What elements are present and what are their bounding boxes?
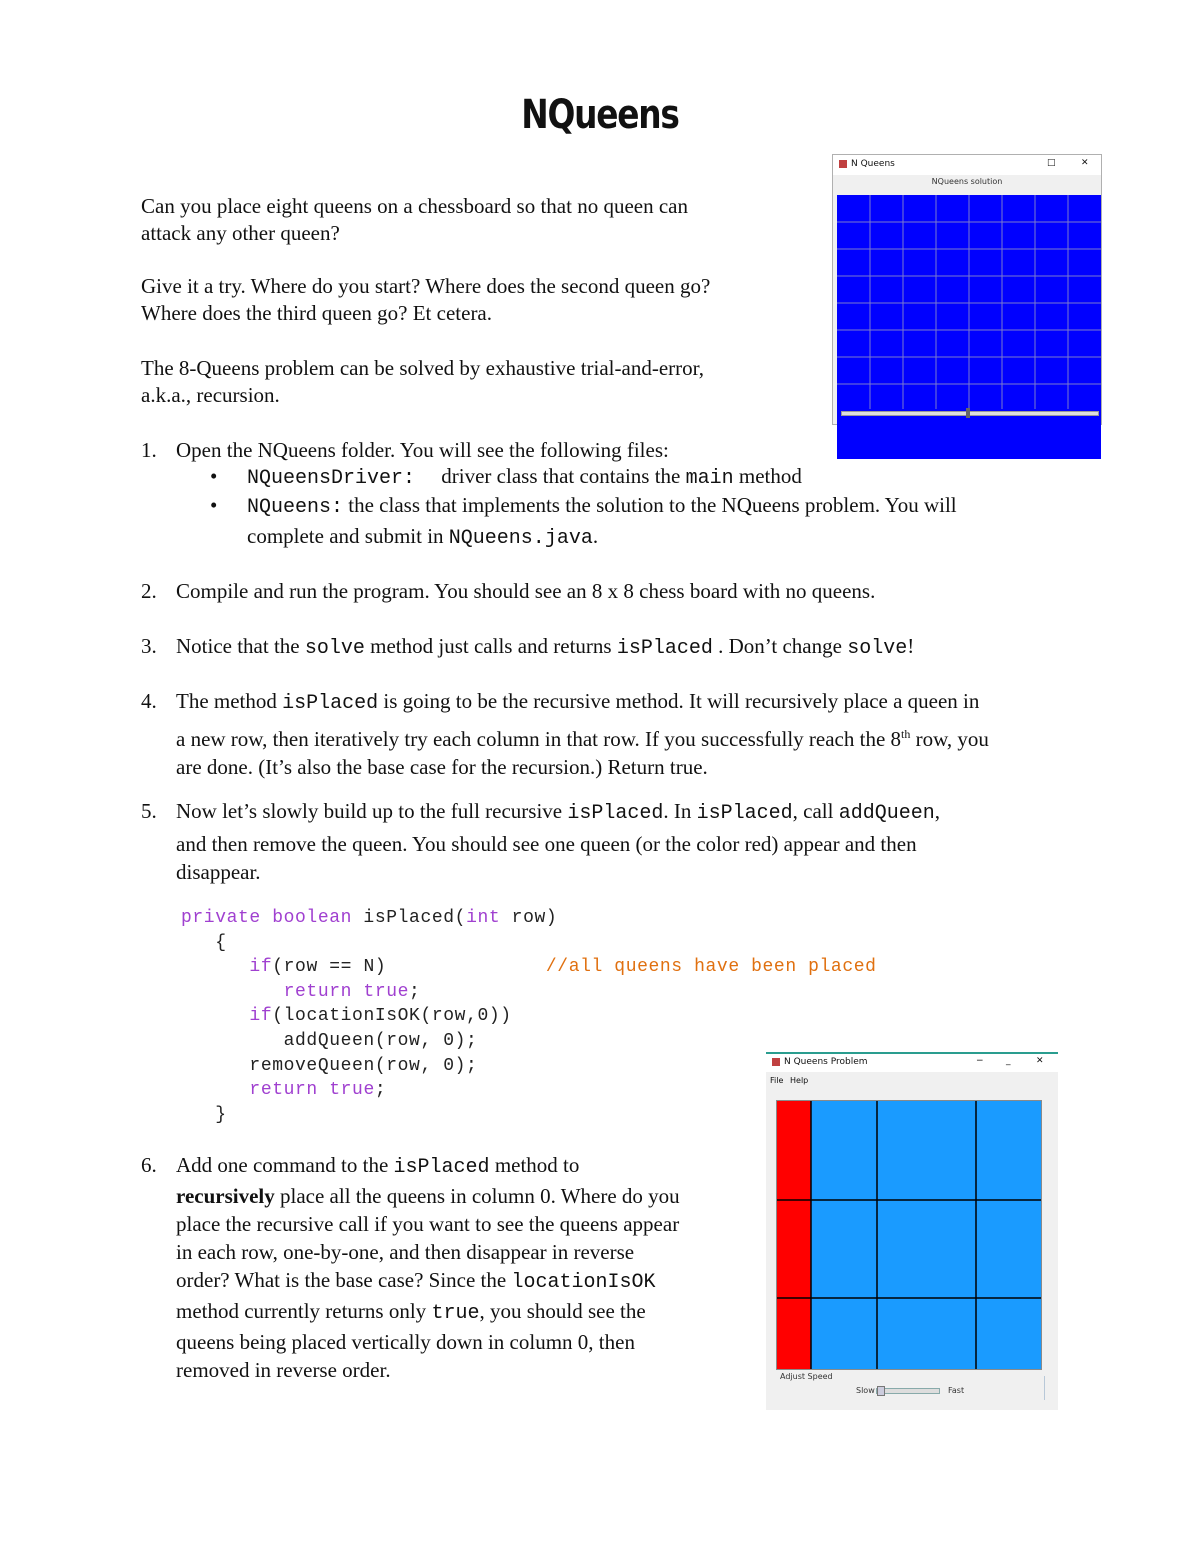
bullet-text: complete and submit in (247, 524, 444, 548)
speed-slider[interactable] (876, 1388, 940, 1394)
step-text: Add one command to the (176, 1153, 389, 1177)
bullet-dot: • (210, 493, 218, 517)
intro-line: Give it a try. Where do you start? Where does the second queen go? (141, 274, 711, 298)
step-text: removed in reverse order. (176, 1358, 391, 1382)
page-title: NQueens (521, 92, 679, 138)
bullet-text: . (592, 524, 599, 548)
bullet-text: driver class that contains the (441, 464, 681, 488)
step-text: Open the NQueens folder. You will see the following files: (176, 438, 669, 462)
step-text: place all the queens in column 0. Where do you (274, 1184, 680, 1208)
nqueens-window-screenshot (832, 154, 1102, 425)
intro-line: Where does the third queen go? Et cetera. (141, 301, 493, 325)
code-term: addQueen (838, 802, 935, 825)
code-keyword: return true (283, 981, 410, 1002)
step-number: 1. (141, 438, 157, 462)
chess-board (776, 1100, 1042, 1370)
code-text: addQueen(row, 0); (283, 1030, 478, 1051)
app-icon (772, 1058, 780, 1066)
close-icon[interactable]: ✕ (1036, 1056, 1044, 1066)
fast-label: Fast (948, 1386, 965, 1395)
step-text: Compile and run the program. You should see an 8 x 8 chess board with no queens. (176, 579, 876, 603)
step-text: is going to be the recursive method. It will recursively place a queen in (383, 689, 980, 713)
file-name: NQueensDriver: (247, 467, 416, 490)
code-text: removeQueen(row, 0); (249, 1055, 478, 1076)
step-text: . In (663, 799, 692, 823)
window-title: N Queens (851, 159, 895, 169)
step-number: 6. (141, 1153, 157, 1177)
speed-slider[interactable] (841, 411, 1099, 416)
intro-line: The 8-Queens problem can be solved by exhaustive trial-and-error, (141, 356, 705, 380)
window-title: N Queens Problem (784, 1057, 868, 1067)
bold-term: recursively (176, 1184, 275, 1208)
step-number: 5. (141, 799, 157, 823)
code-text: row) (500, 908, 558, 928)
code-term: isPlaced (696, 802, 793, 825)
menu-help[interactable]: Help (790, 1076, 809, 1085)
step-text: method to (494, 1153, 580, 1177)
step-text: , you should see the (479, 1299, 646, 1323)
board-grid (777, 1101, 1041, 1369)
file-name: NQueens.java (448, 527, 593, 550)
intro-paragraph-3 (141, 355, 704, 409)
panel-title: NQueens solution (931, 177, 1003, 186)
step-text: Notice that the (176, 634, 300, 658)
code-term: true (431, 1302, 480, 1325)
step-text: , (934, 799, 940, 823)
queen-column (777, 1101, 811, 1369)
maximize-icon[interactable]: _ (1006, 1056, 1011, 1066)
code-keyword: int (466, 908, 501, 928)
step-text: disappear. (176, 860, 261, 884)
slider-thumb[interactable] (877, 1386, 885, 1396)
window-titlebar (833, 155, 1101, 175)
code-comment: //all queens have been placed (545, 957, 877, 978)
step-number: 2. (141, 579, 157, 603)
maximize-icon[interactable]: □ (1047, 158, 1056, 168)
code-term: locationIsOK (511, 1271, 656, 1294)
step-text: in each row, one-by-one, and then disappear in reverse (176, 1240, 635, 1264)
intro-paragraph-1 (141, 193, 688, 247)
step-text: queens being placed vertically down in column 0, then (176, 1330, 635, 1354)
code-text: ; (374, 1080, 387, 1101)
intro-line: a.k.a., recursion. (141, 383, 280, 407)
code-text: (locationIsOK(row,0)) (272, 1006, 512, 1027)
code-term: isPlaced (393, 1156, 490, 1179)
step-number: 3. (141, 634, 157, 658)
code-text: { (181, 932, 227, 953)
code-keyword: if (249, 957, 273, 978)
intro-line: attack any other queen? (141, 221, 340, 245)
divider (1044, 1376, 1045, 1400)
code-text: isPlaced( (352, 908, 467, 928)
menu-bar (766, 1074, 1058, 1088)
window-titlebar (766, 1054, 1058, 1072)
slow-label: Slow (856, 1386, 875, 1395)
intro-line: Can you place eight queens on a chessboard so that no queen can (141, 194, 688, 218)
bullet-text: the class that implements the solution to the NQueens problem. You will (348, 493, 957, 517)
file-name: NQueens: (247, 496, 344, 519)
step-text: method currently returns only (176, 1299, 427, 1323)
step-text: a new row, then iteratively try each column in that row. If you successfully reach the 8 (176, 727, 902, 751)
speed-label: Adjust Speed (780, 1372, 833, 1381)
slider-thumb[interactable] (966, 408, 970, 418)
intro-paragraph-2 (141, 273, 710, 327)
menu-file[interactable]: File (770, 1076, 784, 1085)
code-term: isPlaced (282, 692, 379, 715)
code-keyword: private boolean (181, 908, 353, 928)
code-text: } (181, 1104, 227, 1125)
step-text: The method (176, 689, 277, 713)
minimize-icon[interactable]: − (976, 1056, 984, 1066)
step-text: Now let’s slowly build up to the full recursive (176, 799, 563, 823)
step-text: and then remove the queen. You should see one queen (or the color red) appear and then (176, 832, 917, 856)
step-number: 4. (141, 689, 157, 713)
app-icon (839, 160, 847, 168)
step-text: method just calls and returns (370, 634, 612, 658)
code-term: isPlaced (616, 637, 713, 660)
board-grid (837, 195, 1101, 409)
nqueens-problem-window-screenshot (766, 1052, 1058, 1410)
step-text: are done. (It’s also the base case for the recursion.) Return true. (176, 755, 708, 779)
code-term: solve (304, 637, 365, 660)
step-text: order? What is the base case? Since the (176, 1268, 507, 1292)
code-term: main (685, 467, 734, 490)
code-term: isPlaced (567, 802, 664, 825)
code-term: solve (847, 637, 908, 660)
code-keyword: if (249, 1006, 273, 1027)
code-keyword: return true (249, 1080, 375, 1101)
close-icon[interactable]: ✕ (1081, 158, 1089, 168)
bullet-text: method (738, 464, 802, 488)
step-text: row, you (910, 727, 989, 751)
step-text: place the recursive call if you want to see the queens appear (176, 1212, 680, 1236)
step-text: . Don’t change (718, 634, 842, 658)
chess-board (837, 195, 1101, 459)
step-text: , call (792, 799, 834, 823)
code-text: ; (409, 981, 421, 1002)
code-text: (row == N) (272, 957, 387, 978)
superscript: th (901, 727, 911, 741)
step-text: ! (907, 634, 915, 658)
bullet-dot: • (210, 464, 218, 488)
